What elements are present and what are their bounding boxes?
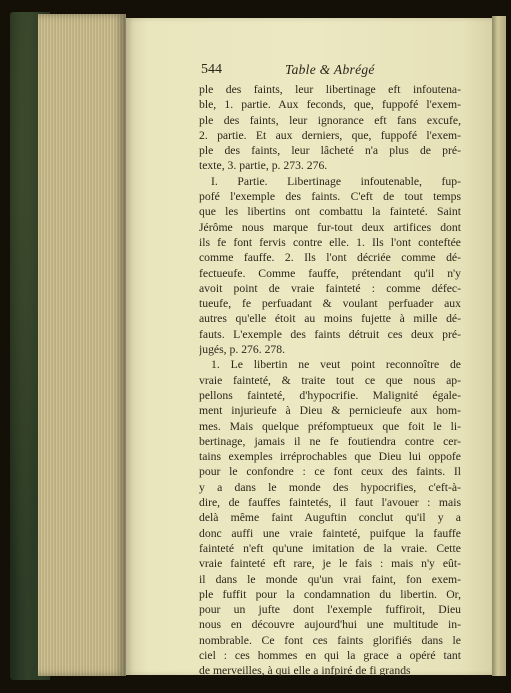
text-line: ble, 1. partie. Aux feconds, que, fuppofé l'exem- (199, 98, 461, 112)
text-line: ment injurieufe à Dieu & pernicieufe aux hom- (199, 404, 461, 418)
running-title: Table & Abrégé (285, 62, 375, 77)
text-line: ple des faints, leur ignorance eft fans excufe, (199, 113, 461, 127)
text-line: fectueufe. Comme fauffe, prétendant qu'il n'y (199, 266, 461, 280)
text-line: vraie fainteté eft rare, je le fais : mais n'y eût- (199, 557, 461, 571)
text-line: tains exemples irréprochables que Dieu lui oppofe (199, 450, 461, 464)
text-line: avoit point de vraie fainteté : comme défec- (199, 281, 461, 295)
text-line: jugés, p. 276. 278. (199, 343, 286, 357)
page-number: 544 (201, 62, 222, 77)
text-line: pour le confondre : ce font ceux des faints. Il (199, 465, 461, 479)
text-line: que les libertins ont combattu la fainteté. Saint (199, 205, 461, 219)
text-line: 2. partie. Et aux derniers, que, fuppofé l'exem- (199, 128, 461, 142)
text-line: texte, 3. partie, p. 273. 276. (199, 159, 328, 173)
text-line: pour un jufte dont l'exemple fuffiroit, Dieu (199, 603, 461, 617)
text-line: fauts. L'exemple des faints détruit ces deux pré- (199, 327, 461, 341)
text-line: dire, de fauffes faintetés, il faut l'avouer : mais (199, 496, 461, 510)
text-line: y a dans le monde des hypocrifies, c'eft-à- (199, 480, 461, 494)
text-line: 1. Le libertin ne veut point reconnoître de (211, 358, 461, 372)
text-line: ciel : ces hommes en qui la grace a opéré tant (199, 648, 461, 662)
text-line: autres qu'elle étoit au moins fujette à mille dé- (199, 312, 461, 326)
text-line: ple des faints, leur libertinage eft infoutena- (199, 83, 461, 96)
text-line: pellons fainteté, d'hypocrifie. Malignité égale- (199, 388, 461, 402)
text-line: I. Partie. Libertinage infoutenable, fup- (211, 174, 461, 188)
text-line: il dans le monde qu'un vrai faint, fon exem- (199, 572, 461, 586)
text-line: bertinage, jamais il ne fe foutiendra contre cer- (199, 434, 461, 448)
page-edges (38, 14, 126, 676)
text-line: nombrable. Ce font ces faints glorifiés dans le (199, 633, 461, 647)
text-line: de merveilles, à qui elle a infpiré de fi grands (199, 664, 411, 678)
text-line: Jérôme nous marque fur-tout deux artifices dont (199, 220, 461, 234)
next-page-edge (492, 16, 506, 676)
text-line: ple fuffit pour la condamnation du libertin. Or, (199, 587, 461, 601)
text-line: ple des faints, leur lâcheté n'a plus de pré- (199, 144, 461, 158)
text-line: donc auffi une vraie fainteté, puifque la fauffe (199, 526, 461, 540)
text-line: nous en découvre aujourd'hui une multitude in- (199, 618, 461, 632)
text-line: fainteté n'eft qu'une imitation de la vraie. Cette (199, 541, 461, 555)
page-header (199, 62, 461, 80)
text-line: tueufe, fe perfuadant & voulant perfuader aux (199, 297, 461, 311)
text-line: vraie fainteté, & traite tout ce que nous ap- (199, 373, 461, 387)
text-line: comme fauffe. 2. Ils l'ont décriée comme dé- (199, 251, 461, 265)
page-text (199, 82, 461, 679)
text-line: pofé l'exemple des faints. C'eft de tout temps (199, 190, 461, 204)
text-line: mes. Mais quelque préfomptueux que foit le li- (199, 419, 461, 433)
text-line: delà même faint Auguftin conclut qu'il y a (199, 511, 461, 525)
text-line: ils fe font fervis contre elle. 1. Ils l'ont conteftée (199, 235, 461, 249)
